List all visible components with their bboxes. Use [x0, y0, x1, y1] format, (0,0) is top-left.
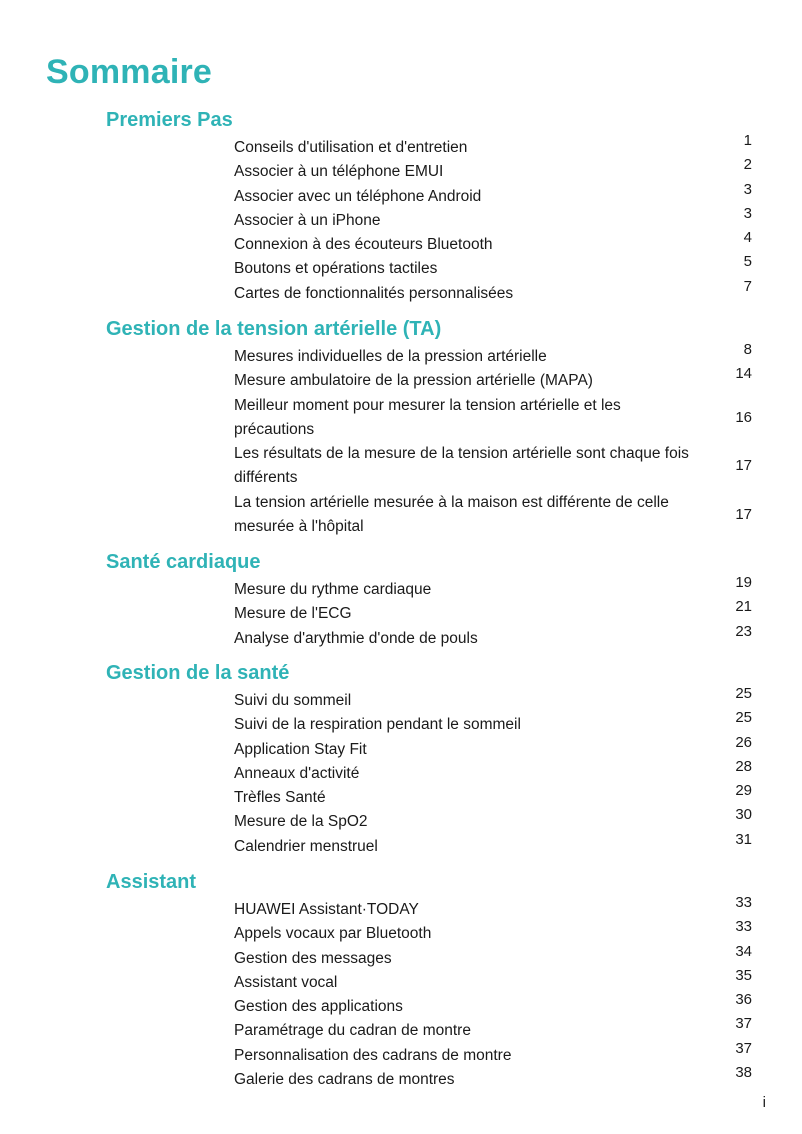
entry-page-number: 29: [735, 782, 752, 800]
entry-title[interactable]: Cartes de fonctionnalités personnalisées: [234, 284, 514, 302]
entry-title[interactable]: Personnalisation des cadrans de montre: [234, 1046, 512, 1064]
entry-title[interactable]: Connexion à des écouteurs Bluetooth: [234, 236, 493, 254]
entry-page-number: 19: [735, 574, 752, 591]
entry-title[interactable]: Appels vocaux par Bluetooth: [234, 925, 432, 943]
section-title[interactable]: Premiers Pas: [106, 109, 233, 131]
entry-page-number: 28: [735, 757, 752, 775]
entry-page-number: 8: [743, 341, 752, 358]
entry-title[interactable]: Anneaux d'activité: [234, 764, 360, 782]
toc-entry[interactable]: [0, 1039, 802, 1068]
entry-title[interactable]: Boutons et opérations tactiles: [234, 260, 438, 278]
toc-entry[interactable]: [0, 806, 802, 834]
entry-title[interactable]: Paramétrage du cadran de montre: [234, 1022, 471, 1040]
toc-entry[interactable]: [0, 1064, 802, 1092]
entry-page-number: 14: [735, 365, 752, 383]
toc-entry[interactable]: [0, 341, 802, 369]
toc-entry[interactable]: [0, 156, 802, 184]
entry-page-number: 37: [735, 1015, 752, 1033]
entry-page-number: 38: [735, 1064, 752, 1082]
entry-title[interactable]: Mesure de la SpO2: [234, 813, 368, 831]
entry-title[interactable]: Application Stay Fit: [234, 740, 367, 758]
entry-title[interactable]: Assistant vocal: [234, 973, 338, 991]
entry-title[interactable]: Trèfles Santé: [234, 789, 326, 807]
toc-entry[interactable]: [0, 277, 802, 306]
entry-title[interactable]: Conseils d'utilisation et d'entretien: [234, 139, 468, 156]
entry-page-number: 33: [735, 918, 752, 936]
toc-entry[interactable]: [0, 394, 802, 443]
entry-title[interactable]: La tension artérielle mesurée à la maison est différente de celle mesurée à l'hôpital: [234, 493, 669, 536]
entry-page-number: 37: [735, 1039, 752, 1057]
entry-page-number: 25: [735, 709, 752, 727]
entry-title[interactable]: Analyse d'arythmie d'onde de pouls: [234, 629, 478, 647]
entry-page-number: 35: [735, 966, 752, 984]
entry-title[interactable]: Suivi du sommeil: [234, 692, 352, 709]
toc-entry[interactable]: [0, 132, 802, 160]
toc-entry[interactable]: [0, 1015, 802, 1043]
entry-page-number: 7: [743, 277, 752, 295]
toc-entry[interactable]: [0, 180, 802, 209]
entry-page-number: 3: [743, 204, 752, 222]
entry-title[interactable]: Galerie des cadrans de montres: [234, 1071, 455, 1089]
section-title[interactable]: Gestion de la santé: [106, 662, 290, 684]
entry-title[interactable]: Associer à un iPhone: [234, 211, 381, 229]
toc-entry[interactable]: [0, 966, 802, 995]
entry-title[interactable]: Mesure ambulatoire de la pression artérielle (MAPA): [234, 372, 593, 390]
toc-entry[interactable]: [0, 365, 802, 393]
toc-entry[interactable]: [0, 229, 802, 257]
entry-page-number: 2: [743, 156, 752, 174]
section-title[interactable]: Assistant: [106, 871, 197, 893]
entry-title[interactable]: Associer à un téléphone EMUI: [234, 163, 444, 181]
entry-title[interactable]: Gestion des messages: [234, 949, 392, 967]
entry-title[interactable]: Mesure du rythme cardiaque: [234, 581, 432, 598]
page-title: Sommaire: [46, 53, 213, 91]
entry-page-number: 26: [735, 733, 752, 751]
toc-entry[interactable]: [0, 574, 802, 602]
entry-title[interactable]: Les résultats de la mesure de la tension artérielle sont chaque fois différents: [234, 445, 689, 487]
toc-entry[interactable]: [0, 991, 802, 1019]
entry-page-number: 34: [735, 942, 752, 960]
entry-page-number: 3: [743, 180, 752, 198]
toc-entry[interactable]: [0, 709, 802, 737]
entry-title[interactable]: Meilleur moment pour mesurer la tension artérielle et les précautions: [234, 396, 621, 438]
entry-page-number: 1: [743, 132, 752, 149]
entry-page-number: 31: [735, 830, 752, 848]
toc-entry[interactable]: [0, 685, 802, 713]
entry-page-number: 33: [735, 894, 752, 911]
toc-entry[interactable]: [0, 830, 802, 859]
entry-page-number: 25: [735, 685, 752, 702]
entry-page-number: 16: [735, 408, 752, 426]
toc-entry[interactable]: [0, 894, 802, 922]
entry-page-number: 17: [735, 457, 752, 475]
entry-page-number: 17: [735, 506, 752, 524]
entry-title[interactable]: Mesures individuelles de la pression artérielle: [234, 348, 547, 365]
entry-page-number: 23: [735, 622, 752, 640]
section-title[interactable]: Gestion de la tension artérielle (TA): [106, 318, 442, 340]
toc-entry[interactable]: [0, 622, 802, 651]
toc-entry[interactable]: [0, 942, 802, 971]
entry-page-number: 21: [735, 598, 752, 616]
page-number: i: [762, 1094, 766, 1111]
entry-page-number: 30: [735, 806, 752, 824]
entry-title[interactable]: Associer avec un téléphone Android: [234, 187, 482, 205]
toc-entry[interactable]: [0, 442, 802, 491]
toc-entry[interactable]: [0, 204, 802, 233]
section-title[interactable]: Santé cardiaque: [106, 551, 261, 573]
toc-entry[interactable]: [0, 733, 802, 762]
toc-entry[interactable]: [0, 491, 802, 540]
toc-entry[interactable]: [0, 782, 802, 810]
toc-entry[interactable]: [0, 757, 802, 786]
entry-title[interactable]: Gestion des applications: [234, 998, 403, 1016]
entry-title[interactable]: Mesure de l'ECG: [234, 605, 352, 623]
entry-title[interactable]: Suivi de la respiration pendant le sommeil: [234, 716, 521, 734]
entry-title[interactable]: HUAWEI Assistant·TODAY: [234, 901, 419, 918]
toc-entry[interactable]: [0, 598, 802, 626]
entry-page-number: 4: [743, 229, 752, 247]
entry-title[interactable]: Calendrier menstruel: [234, 837, 378, 855]
toc-entry[interactable]: [0, 253, 802, 281]
entry-page-number: 36: [735, 991, 752, 1009]
entry-page-number: 5: [743, 253, 752, 271]
toc-entry[interactable]: [0, 918, 802, 946]
